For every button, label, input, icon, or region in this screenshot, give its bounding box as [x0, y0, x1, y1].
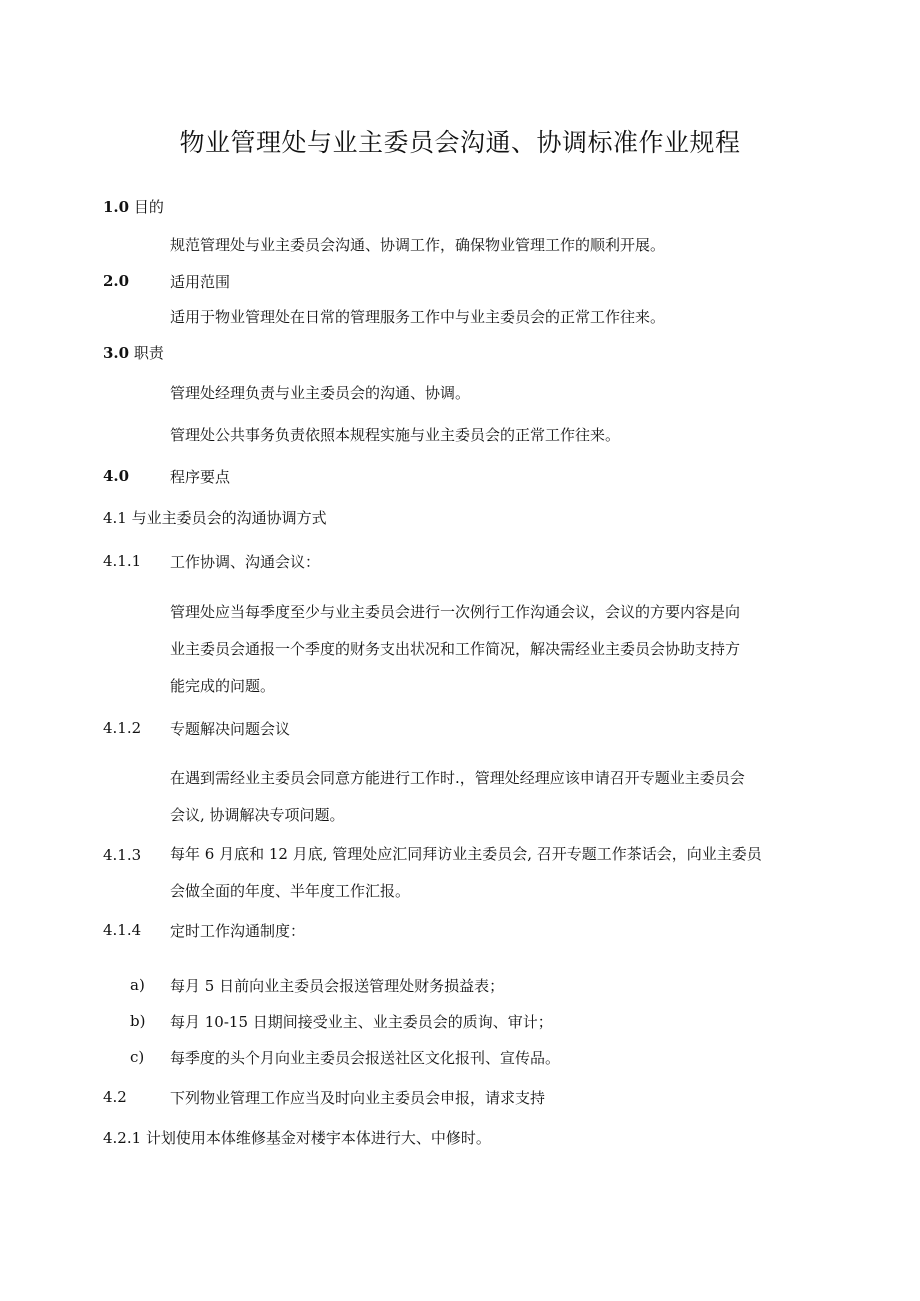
- section-4-1-1-title: 工作协调、沟通会议：: [170, 553, 321, 571]
- section-number: 1.0: [103, 198, 130, 216]
- section-4-1-4-number: 4.1.4: [103, 921, 142, 939]
- paragraph-line: 每年 6 月底和 12 月底, 管理处应汇同拜访业主委员会, 召开专题工作茶话会，向业主委员: [170, 845, 762, 863]
- paragraph-line: 业主委员会通报一个季度的财务支出状况和工作简况，解决需经业主委员会协助支持方: [170, 640, 741, 658]
- section-1-heading: [103, 197, 164, 217]
- list-marker: c): [130, 1048, 145, 1066]
- section-title: 职责: [133, 344, 164, 362]
- section-title: 目的: [133, 198, 164, 216]
- section-4-1-2-paragraph: [170, 760, 830, 834]
- list-item: 每季度的头个月向业主委员会报送社区文化报刊、宣传品。: [170, 1049, 561, 1067]
- section-2-text: 适用于物业管理处在日常的管理服务工作中与业主委员会的正常工作往来。: [170, 308, 666, 326]
- section-4-1-3-paragraph: [170, 836, 830, 910]
- section-4-2-title: 下列物业管理工作应当及时向业主委员会申报，请求支持: [170, 1089, 546, 1107]
- section-1-text: 规范管理处与业主委员会沟通、协调工作，确保物业管理工作的顺利开展。: [170, 236, 666, 254]
- section-4-1-1-paragraph: [170, 594, 830, 705]
- paragraph-line: 会做全面的年度、半年度工作汇报。: [170, 882, 411, 900]
- section-number: 3.0: [103, 344, 130, 362]
- section-4-1-2-title: 专题解决问题会议: [170, 720, 291, 738]
- section-3-text-1: 管理处经理负责与业主委员会的沟通、协调。: [170, 384, 471, 402]
- list-marker: b): [130, 1012, 146, 1030]
- section-4-1-4-title: 定时工作沟通制度：: [170, 922, 306, 940]
- section-4-1-1-number: 4.1.1: [103, 552, 142, 570]
- section-3-heading: [103, 343, 164, 363]
- list-marker: a): [130, 976, 145, 994]
- document-title: 物业管理处与业主委员会沟通、协调标准作业规程: [179, 128, 741, 157]
- paragraph-line: 在遇到需经业主委员会同意方能进行工作时.，管理处经理应该申请召开专题业主委员会: [170, 769, 745, 787]
- section-4-number: 4.0: [103, 467, 130, 485]
- section-4-2-number: 4.2: [103, 1088, 127, 1106]
- section-4-title: 程序要点: [170, 468, 231, 486]
- section-4-2-1-text: 4.2.1 计划使用本体维修基金对楼宇本体进行大、中修时。: [103, 1129, 491, 1147]
- paragraph-line: 能完成的问题。: [170, 677, 276, 695]
- paragraph-line: 管理处应当每季度至少与业主委员会进行一次例行工作沟通会议，会议的方要内容是向: [170, 603, 741, 621]
- paragraph-line: 会议, 协调解决专项问题。: [170, 806, 345, 824]
- section-4-1-2-number: 4.1.2: [103, 719, 142, 737]
- list-item: 每月 5 日前向业主委员会报送管理处财务损益表；: [170, 977, 505, 995]
- section-4-1-3-number: 4.1.3: [103, 846, 142, 864]
- section-4-1-heading: 4.1 与业主委员会的沟通协调方式: [103, 509, 327, 527]
- section-3-text-2: 管理处公共事务负责依照本规程实施与业主委员会的正常工作往来。: [170, 426, 621, 444]
- section-2-title: 适用范围: [170, 273, 231, 291]
- list-item: 每月 10-15 日期间接受业主、业主委员会的质询、审计；: [170, 1013, 553, 1031]
- section-2-number: 2.0: [103, 272, 130, 290]
